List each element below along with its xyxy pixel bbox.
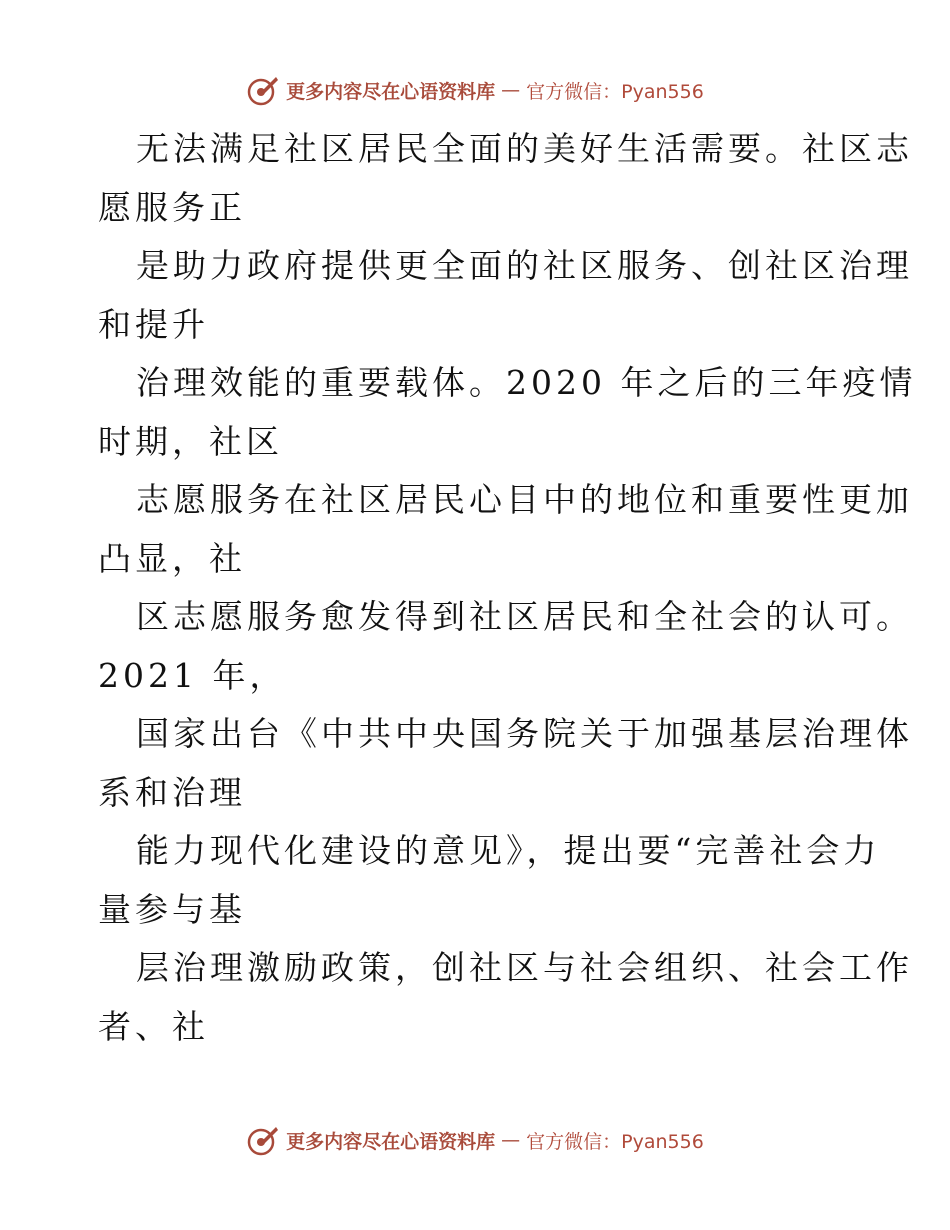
body-line: 量参与基 xyxy=(98,889,246,929)
pen-logo-icon xyxy=(246,73,280,107)
pen-logo-icon xyxy=(246,1123,280,1157)
header-banner-text: 更多内容尽在心语资料库 xyxy=(286,80,496,103)
body-line: 愿服务正 xyxy=(98,187,246,227)
body-line: 系和治理 xyxy=(98,772,246,812)
body-line: 和提升 xyxy=(98,304,209,344)
body-line: 志愿服务在社区居民心目中的地位和重要性更加 xyxy=(136,480,913,519)
footer-banner-text: 更多内容尽在心语资料库 xyxy=(286,1130,496,1153)
body-line: 国家出台《中共中央国务院关于加强基层治理体 xyxy=(136,714,913,753)
body-line: 区志愿服务愈发得到社区居民和全社会的认可。 xyxy=(136,597,913,636)
header-banner-account: 官方微信：Pyan556 xyxy=(526,80,704,103)
footer-banner-account: 官方微信：Pyan556 xyxy=(526,1130,704,1153)
header-banner-separator: — xyxy=(501,79,521,101)
footer-banner-separator: — xyxy=(501,1129,521,1151)
body-line: 2021 年， xyxy=(98,655,287,695)
document-body xyxy=(98,120,917,1056)
header-banner-inner xyxy=(246,73,704,107)
body-line: 凸显，社 xyxy=(98,538,246,578)
body-line: 能力现代化建设的意见》，提出要“完善社会力 xyxy=(136,831,881,870)
body-line: 是助力政府提供更全面的社区服务、创社区治理 xyxy=(136,246,913,285)
body-line: 治理效能的重要载体。2020 年之后的三年疫情 xyxy=(136,363,917,402)
footer-banner-inner xyxy=(246,1123,704,1157)
body-line: 者、社 xyxy=(98,1006,209,1046)
header-banner xyxy=(0,70,950,110)
body-line: 无法满足社区居民全面的美好生活需要。社区志 xyxy=(136,129,913,168)
footer-banner xyxy=(0,1120,950,1160)
body-line: 时期，社区 xyxy=(98,421,283,461)
body-line: 层治理激励政策，创社区与社会组织、社会工作 xyxy=(136,948,913,987)
